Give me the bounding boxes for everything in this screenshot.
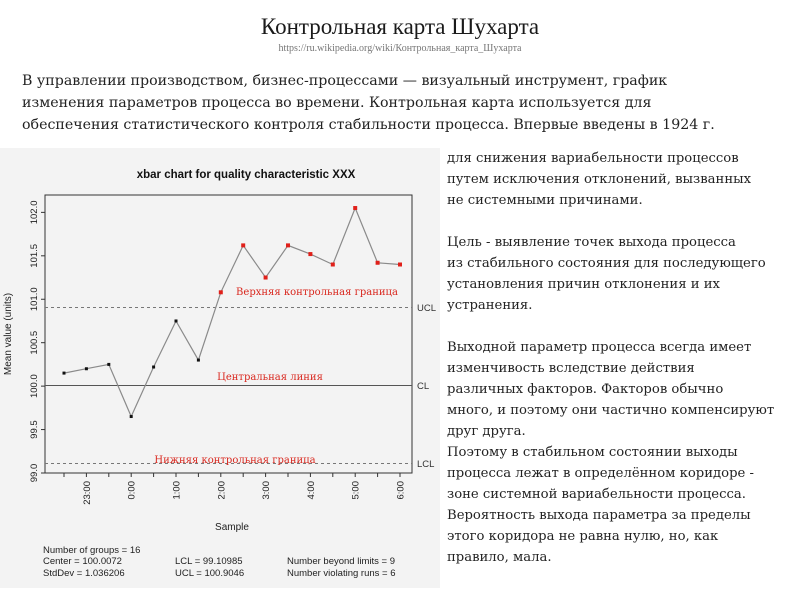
paragraph-3 xyxy=(447,337,800,442)
y-tick-label: 101.0 xyxy=(29,287,40,312)
text-line: изменчивость вследствие действия xyxy=(447,361,695,376)
stat-ucl: UCL = 100.9046 xyxy=(175,568,245,579)
x-tick-label: 5:00 xyxy=(350,481,362,500)
data-point xyxy=(197,359,200,362)
x-tick-label: 23:00 xyxy=(81,481,93,505)
lcl-label: LCL xyxy=(417,458,435,470)
alarm-point xyxy=(219,290,223,294)
text-line: из стабильного состояния для последующего xyxy=(447,256,766,271)
annotation-ucl: Верхняя контрольная граница xyxy=(236,287,398,298)
data-point xyxy=(152,366,155,369)
text-line: зоне системной вариабельности процесса. xyxy=(447,487,746,502)
paragraph-1 xyxy=(447,148,800,211)
data-point xyxy=(130,415,133,418)
y-tick-label: 100.0 xyxy=(29,374,40,399)
paragraph-4 xyxy=(447,442,800,568)
x-tick-label: 3:00 xyxy=(261,481,273,500)
data-point xyxy=(175,319,178,322)
text-line: не системными причинами. xyxy=(447,193,643,208)
paragraph-2 xyxy=(447,232,800,316)
data-point xyxy=(107,363,110,366)
alarm-point xyxy=(398,263,402,267)
text-line: путем исключения отклонений, вызванных xyxy=(447,172,752,187)
y-tick-label: 101.5 xyxy=(29,243,40,268)
alarm-point xyxy=(241,243,245,247)
text-line: друг друга. xyxy=(447,424,526,439)
text-line: Поэтому в стабильном состоянии выходы xyxy=(447,445,738,460)
data-point xyxy=(85,367,88,370)
text-line: правило, мала. xyxy=(447,550,552,565)
cl-label: CL xyxy=(417,380,430,392)
alarm-point xyxy=(331,263,335,267)
alarm-point xyxy=(264,276,268,280)
stat-beyond: Number beyond limits = 9 xyxy=(287,556,395,567)
stat-violating: Number violating runs = 6 xyxy=(287,568,396,579)
plot-frame xyxy=(45,195,412,473)
text-line: устранения. xyxy=(447,298,533,313)
stat-center: Center = 100.0072 xyxy=(43,556,122,567)
x-tick-label: 0:00 xyxy=(126,481,138,500)
explanation-text xyxy=(447,148,800,568)
text-line: Выходной параметр процесса всегда имеет xyxy=(447,340,752,355)
text-line: этого коридора не равна нулю, но, как xyxy=(447,529,719,544)
intro-line: В управлении производством, бизнес-процессами — визуальный инструмент, график xyxy=(22,73,668,89)
text-line: Цель - выявление точек выхода процесса xyxy=(447,235,736,250)
y-tick-label: 99.0 xyxy=(29,463,40,483)
text-line: процесса лежат в определённом коридоре - xyxy=(447,466,754,481)
annotation-cl: Центральная линия xyxy=(217,372,323,383)
text-line: много, и поэтому они частично компенсируют xyxy=(447,403,775,418)
text-line: Вероятность выхода параметра за пределы xyxy=(447,508,751,523)
y-tick-label: 99.5 xyxy=(29,420,40,439)
stat-groups: Number of groups = 16 xyxy=(43,545,141,556)
x-axis-label: Sample xyxy=(215,522,249,533)
y-axis-label: Mean value (units) xyxy=(3,292,14,376)
y-tick-label: 100.5 xyxy=(29,330,40,355)
data-point xyxy=(63,372,66,375)
x-tick-label: 4:00 xyxy=(305,481,317,500)
intro-text xyxy=(22,70,722,136)
alarm-point xyxy=(286,243,290,247)
x-tick-label: 2:00 xyxy=(216,481,228,500)
x-tick-label: 1:00 xyxy=(171,481,183,500)
text-line: установления причин отклонения и их xyxy=(447,277,720,292)
stat-stddev: StdDev = 1.036206 xyxy=(43,568,125,579)
text-line: для снижения вариабельности процессов xyxy=(447,151,739,166)
source-url[interactable]: https://ru.wikipedia.org/wiki/Контрольная_карта_Шухарта xyxy=(278,43,522,54)
y-tick-label: 102.0 xyxy=(29,200,40,225)
x-tick-label: 6:00 xyxy=(395,481,407,500)
intro-line: изменения параметров процесса во времени. Контрольная карта используется для xyxy=(22,95,652,111)
alarm-point xyxy=(308,252,312,256)
text-line: различных факторов. Факторов обычно xyxy=(447,382,724,397)
control-chart xyxy=(0,148,440,588)
alarm-point xyxy=(353,206,357,210)
chart-title: xbar chart for quality characteristic XXX xyxy=(136,169,356,181)
annotation-lcl: Нижняя контрольная граница xyxy=(154,455,316,466)
intro-line: обеспечения статистического контроля стабильности процесса. Впервые введены в 1924 г. xyxy=(22,117,715,133)
alarm-point xyxy=(376,261,380,265)
slide-title: Контрольная карта Шухарта xyxy=(260,14,540,39)
stat-lcl: LCL = 99.10985 xyxy=(175,556,243,567)
ucl-label: UCL xyxy=(417,303,437,315)
control-chart-panel xyxy=(0,148,440,588)
